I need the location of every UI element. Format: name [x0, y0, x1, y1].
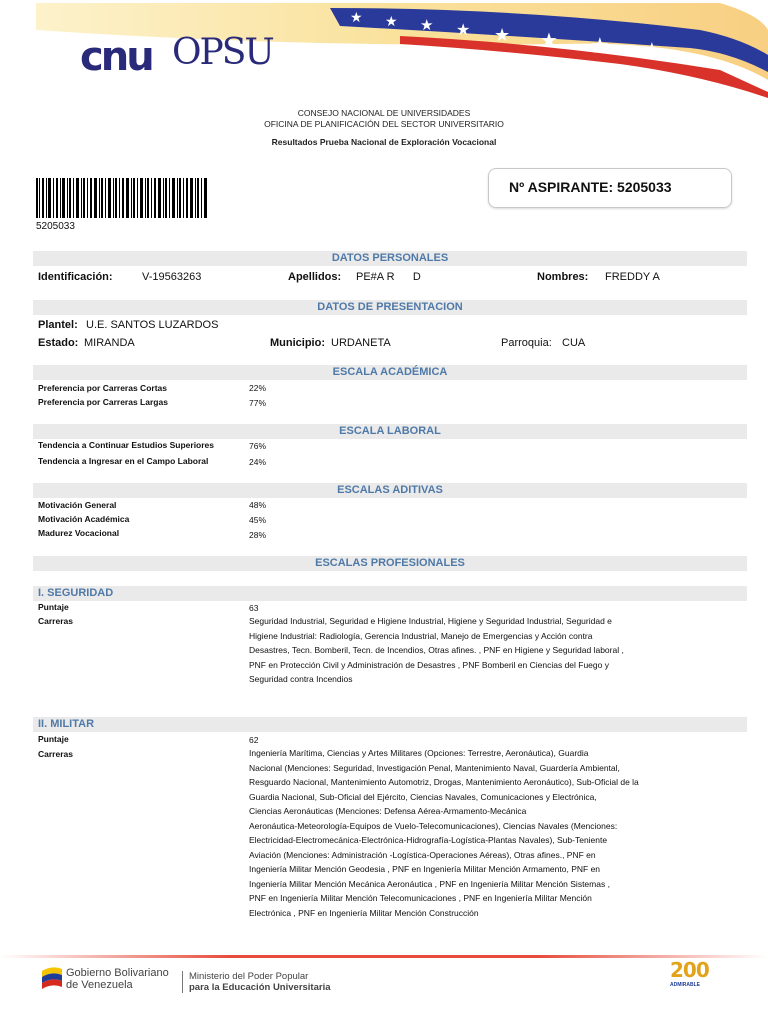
section-title-escala-academica: ESCALA ACADÉMICA: [332, 366, 448, 378]
puntaje-value: 63: [249, 603, 259, 613]
bicentenario-logo: 200 ADMIRABLE: [670, 958, 709, 988]
score-value: 48%: [249, 500, 267, 510]
nombres-value: FREDDY A: [605, 271, 660, 283]
puntaje-label: Puntaje: [38, 734, 69, 744]
svg-text:★: ★: [420, 16, 434, 34]
venezuela-flag-icon: [40, 965, 64, 991]
score-label: Motivación General: [38, 500, 117, 510]
svg-text:★: ★: [590, 34, 610, 59]
puntaje-label: Puntaje: [38, 602, 69, 612]
score-label: Madurez Vocacional: [38, 528, 120, 538]
barcode: [36, 178, 208, 218]
apellidos-label: Apellidos:: [288, 271, 342, 283]
aspirante-number: Nº ASPIRANTE: 5205033: [509, 179, 672, 195]
estado-value: MIRANDA: [84, 337, 135, 349]
svg-text:★: ★: [350, 10, 363, 26]
parroquia-label: Parroquia:: [501, 337, 552, 349]
ministerio-logo: Ministerio del Poder Popular para la Educación Universitaria: [182, 971, 331, 993]
score-label: Tendencia a Continuar Estudios Superiores: [38, 440, 215, 450]
svg-text:★: ★: [385, 14, 398, 30]
section-title-escalas-profesionales: ESCALAS PROFESIONALES: [315, 557, 465, 569]
score-label: Preferencia por Carreras Largas: [38, 397, 168, 407]
nombres-label: Nombres:: [537, 271, 589, 283]
office-name: OFICINA DE PLANIFICACIÓN DEL SECTOR UNIVERSITARIO: [264, 119, 504, 129]
score-value: 24%: [249, 457, 267, 467]
carreras-label: Carreras: [38, 749, 73, 759]
section-title-datos-presentacion: DATOS DE PRESENTACION: [317, 301, 463, 313]
subsection-title-militar: II. MILITAR: [38, 718, 95, 730]
score-value: 45%: [249, 515, 267, 525]
document-title: Resultados Prueba Nacional de Exploración Vocacional: [271, 137, 497, 147]
score-label: Tendencia a Ingresar en el Campo Laboral: [38, 456, 209, 466]
section-title-escala-laboral: ESCALA LABORAL: [339, 425, 441, 437]
parroquia-value: CUA: [562, 337, 586, 349]
estado-label: Estado:: [38, 337, 79, 349]
score-label: Motivación Académica: [38, 514, 130, 524]
subsection-band: [33, 586, 747, 601]
carreras-list-militar: Ingeniería Marítima, Ciencias y Artes Militares (Opciones: Terrestre, Aeronáutica), Guardia Nacional (Menciones: Seguridad, Investigación Penal, Mantenimiento Naval, Guardería Ambiental, Resguardo Nacional, Mantenimiento Automotriz, Drogas, Mantenimiento Aeronáutico), Sub-Oficial de la Guardia Nacional, Sub-Oficial del Ejército, Ciencias Navales, Comunicaciones y Electrónica, Ciencias Aeronáuticas (Menciones: Defensa Aérea-Armamento-Mecánica Aeronáutica-Meteorología-Equipos de Vuelo-Telecomunicaciones), Ciencias Navales (Menciones: Electricidad-Electromecánica-Electrónica-Hidrografía-Logística-Plantas Navales), Sub-Teniente Aviación (Menciones: Administración -Logística-Operaciones Aéreas), Otras afines., PNF en Ingeniería Militar Mención Geodesia , PNF en Ingeniería Militar Mención Armamento, PNF en Ingeniería Militar Mención Mecánica Aeronáutica , PNF en Ingeniería Militar Mención Sistemas , PNF en Ingeniería Militar Mención Telecomunicaciones , PNF en Ingeniería Militar Mención Electrónica , PNF en Ingeniería Militar Mención Construcción: [249, 748, 639, 918]
score-value: 22%: [249, 383, 267, 393]
plantel-label: Plantel:: [38, 319, 78, 331]
aspirante-box: [488, 168, 732, 208]
cnu-logo: cnu: [80, 34, 152, 80]
plantel-value: U.E. SANTOS LUZARDOS: [86, 319, 219, 331]
carreras-list-seguridad: Seguridad Industrial, Seguridad e Higiene Industrial, Higiene y Seguridad Industrial, Seguridad e Higiene Industrial: Radiología, Gerencia Industrial, Manejo de Emergencias y Acción contra Desastres, Tecn. Bomberil, Tecn. de Incendios, Otras afines. , PNF en Higiene y Seguridad laboral , PNF en Protección Civil y Administración de Desastres , PNF Bomberil en Ciencias del Fuego y Seguridad contra Incendios: [249, 616, 624, 684]
footer-divider: [0, 955, 768, 958]
municipio-label: Municipio:: [270, 337, 325, 349]
svg-text:★: ★: [494, 25, 511, 46]
carreras-label: Carreras: [38, 616, 73, 626]
svg-text:★: ★: [642, 39, 662, 64]
identificacion-value: V-19563263: [142, 271, 202, 283]
score-label: Preferencia por Carreras Cortas: [38, 383, 167, 393]
score-value: 77%: [249, 398, 267, 408]
apellidos-value: PE#A R D: [356, 271, 421, 283]
subsection-title-seguridad: I. SEGURIDAD: [38, 587, 114, 599]
barcode-number: 5205033: [36, 221, 75, 232]
score-value: 28%: [249, 530, 267, 540]
section-title-datos-personales: DATOS PERSONALES: [331, 252, 449, 264]
gobierno-logo: Gobierno Bolivariano de Venezuela: [66, 967, 169, 991]
subsection-band: [33, 717, 747, 732]
opsu-logo: OPSU: [172, 32, 273, 73]
section-title-escalas-aditivas: ESCALAS ADITIVAS: [337, 484, 443, 496]
municipio-value: URDANETA: [331, 337, 391, 349]
puntaje-value: 62: [249, 735, 259, 745]
score-value: 76%: [249, 441, 267, 451]
svg-text:★: ★: [540, 28, 558, 52]
org-name: CONSEJO NACIONAL DE UNIVERSIDADES: [297, 108, 471, 118]
svg-text:★: ★: [456, 20, 471, 39]
identificacion-label: Identificación:: [38, 271, 113, 283]
